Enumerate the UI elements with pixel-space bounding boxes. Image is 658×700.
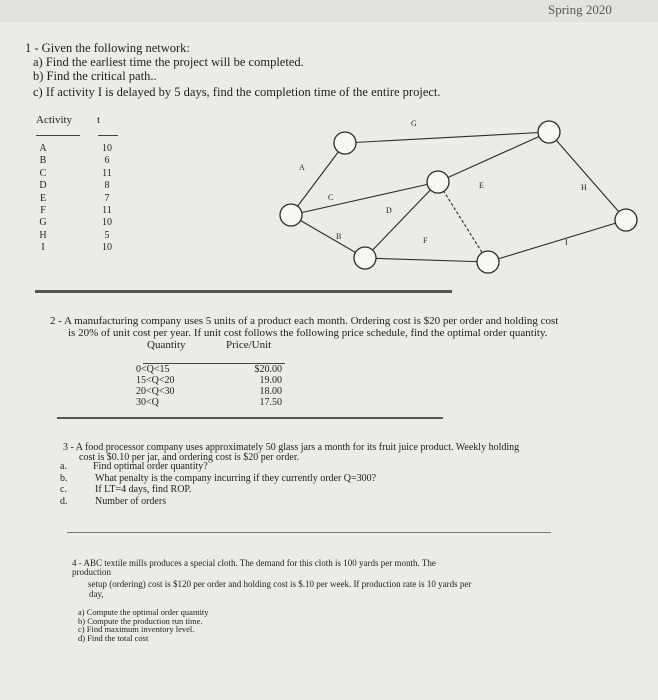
activity-cell: H [39,229,47,241]
activity-cell: D [39,180,47,192]
q4-line-2: production [72,567,111,577]
divider-2 [57,417,443,419]
q1-part-a: a) Find the earliest time the project will be completed. [33,55,304,69]
q1-title: 1 - Given the following network: [25,41,190,55]
edge-D [365,182,438,258]
time-cell: 8 [104,180,110,192]
q3-item-marker: c. [60,484,67,495]
node-4 [427,171,449,193]
time-cell: 10 [102,217,112,229]
time-cell: 11 [102,205,112,217]
q4-line-4: day, [89,589,104,599]
quantity-header: Quantity [147,339,186,351]
q4-item: a) Compute the optimal order quantity [78,607,209,617]
node-3 [354,247,376,269]
q4-items [78,608,209,642]
q4-line-3: setup (ordering) cost is $120 per order and holding cost is $.10 per week. If production rate is 10 yards per [88,579,472,589]
q3-item-marker: a. [60,461,67,472]
label-B: B [336,232,342,241]
activity-cell: C [39,167,47,179]
time-cell: 11 [102,167,112,179]
t-header: t [97,114,101,126]
q4-item: b) Compute the production run time. [78,615,203,626]
edge-F [365,258,488,262]
q3-item-text: What penalty is the company incurring if they currently order Q=300? [95,472,377,484]
time-cell: 7 [104,192,110,204]
label-F: F [423,236,428,245]
time-cell: 10 [102,242,112,254]
time-cell: 6 [104,155,110,167]
activity-cell: G [39,217,47,229]
q3-line-1: 3 - A food processor company uses approximately 50 glass jars a month for its fruit juice product. Weekly holding [63,442,520,453]
price-cell: 18.00 [259,386,282,397]
edge-I [488,220,626,262]
edge-G [345,132,549,143]
quantity-cell: 30<Q [136,397,159,408]
label-D: D [386,206,392,215]
q3-item-text: Find optimal order quantity? [93,461,208,472]
page-header: Spring 2020 [548,2,612,17]
quantity-cell: 15<Q<20 [136,375,175,386]
network-diagram [0,0,658,290]
price-header: Price/Unit [226,339,272,351]
time-cell: 5 [104,229,110,241]
q3-line-2: cost is $0.10 per jar, and ordering cost is $20 per order. [79,452,300,463]
q2-line-2: is 20% of unit cost per year. If unit cost follows the following price schedule, find the optimal order quantity. [68,327,548,339]
edge-E [438,182,488,262]
price-cell: $20.00 [254,364,282,375]
label-E: E [479,181,484,190]
node-5 [477,251,499,273]
node-7 [615,209,637,231]
q4-item: d) Find the total cost [78,632,149,643]
node-6 [538,121,560,143]
quantity-column [136,364,175,408]
quantity-cell: 0<Q<15 [136,364,170,375]
activity-cell: E [39,192,47,204]
q1-part-c: c) If activity I is delayed by 5 days, find the completion time of the entire project. [33,85,441,99]
node-1 [280,204,302,226]
label-A: A [299,163,305,172]
q1-part-b: b) Find the critical path.. [33,69,157,83]
q4-item: c) Find maximum inventory level. [78,624,195,634]
quantity-cell: 20<Q<30 [136,386,175,397]
q4-line-1: 4 - ABC textile mills produces a special cloth. The demand for this cloth is 100 yards per month. The [72,558,436,568]
q3-item-marker: b. [60,472,68,484]
divider-3 [67,532,551,533]
label-H: H [581,183,587,192]
edge-B [291,215,365,258]
activity-cell: I [41,242,45,254]
label-C: C [328,193,334,202]
q3-item-marker: d. [60,495,68,507]
time-cell: 10 [102,143,112,154]
q2-line-1: 2 - A manufacturing company uses 5 units of a product each month. Ordering cost is $20 per order and holding cost [50,315,559,327]
edge-link [438,132,549,182]
activity-cell: B [39,155,47,167]
divider-1 [35,290,452,293]
price-cell: 17.50 [259,397,282,408]
q3-item-text: If LT=4 days, find ROP. [95,484,192,495]
edge-C [291,182,438,215]
price-cell: 19.00 [259,375,282,386]
activity-cell: F [40,205,46,217]
price-column [230,364,282,408]
label-I: I [565,238,568,247]
edge-H [549,132,626,220]
label-G: G [411,119,417,128]
q3-item-text: Number of orders [95,495,167,507]
node-2 [334,132,356,154]
activity-cell: A [39,143,47,154]
activity-header: Activity [36,114,73,126]
